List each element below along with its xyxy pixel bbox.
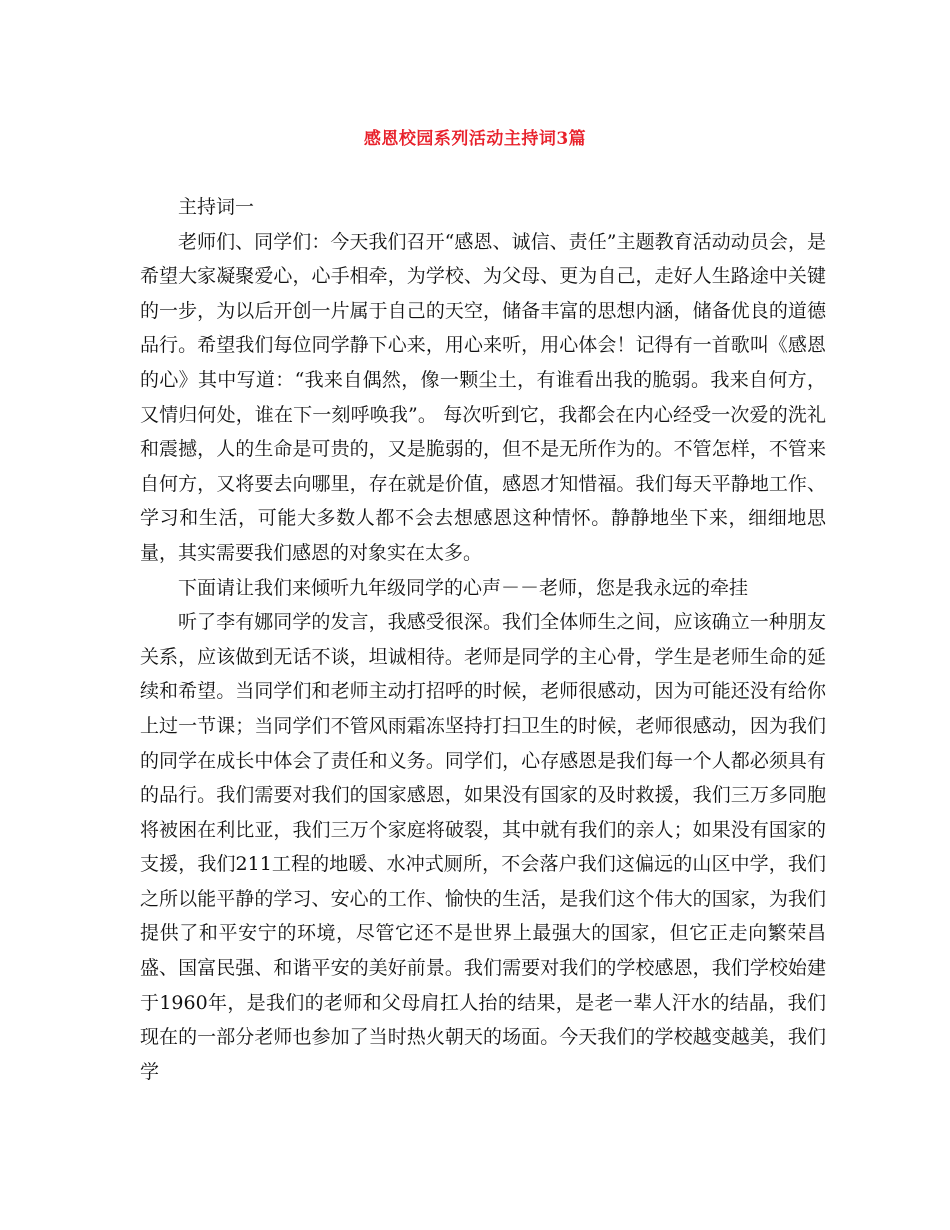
paragraph: 老师们、同学们：今天我们召开“感恩、诚信、责任”主题教育活动动员会，是希望大家凝聚爱心，心手相牵，为学校、为父母、更为自己，走好人生路途中关键的一步，为以后开创一片属于自己的天空，储备丰富的思想内涵，储备优良的道德品行。希望我们每位同学静下心来，用心来听，用心体会！记得有一首歌叫《感恩的心》其中写道：“我来自偶然，像一颗尘土，有谁看出我的脆弱。我来自何方，又情归何处，谁在下一刻呼唤我”。 每次听到它，我都会在内心经受一次爱的洗礼和震撼，人的生命是可贵的，又是脆弱的，但不是无所作为的。不管怎样，不管来自何方，又将要去向哪里，存在就是价值，感恩才知惜福。我们每天平静地工作、学习和生活，可能大多数人都不会去想感恩这种情怀。静静地坐下来，细细地思量，其实需要我们感恩的对象实在太多。	[140, 230, 826, 564]
document-title: 感恩校园系列活动主持词3篇	[363, 129, 587, 149]
paragraph: 下面请让我们来倾听九年级同学的心声－－老师，您是我永远的牵挂	[178, 576, 749, 599]
document-body	[140, 190, 826, 1089]
paragraph: 听了李有娜同学的发言，我感受很深。我们全体师生之间，应该确立一种朋友关系，应该做到无话不谈，坦诚相待。老师是同学的主心骨，学生是老师生命的延续和希望。当同学们和老师主动打招呼的时候，老师很感动，因为可能还没有给你上过一节课；当同学们不管风雨霜冻坚持打扫卫生的时候，老师很感动，因为我们的同学在成长中体会了责任和义务。同学们，心存感恩是我们每一个人都必须具有的品行。我们需要对我们的国家感恩，如果没有国家的及时救援，我们三万多同胞将被困在利比亚，我们三万个家庭将破裂，其中就有我们的亲人；如果没有国家的支援，我们211工程的地暖、水冲式厕所，不会落户我们这偏远的山区中学，我们之所以能平静的学习、安心的工作、愉快的生活，是我们这个伟大的国家，为我们提供了和平安宁的环境，尽管它还不是世界上最强大的国家，但它正走向繁荣昌盛、国富民强、和谐平安的美好前景。我们需要对我们的学校感恩，我们学校始建于1960年，是我们的老师和父母肩扛人抬的结果，是老一辈人汗水的结晶，我们现在的一部分老师也参加了当时热火朝天的场面。今天我们的学校越变越美，我们学	[140, 611, 826, 1083]
section-heading: 主持词一	[178, 196, 255, 218]
